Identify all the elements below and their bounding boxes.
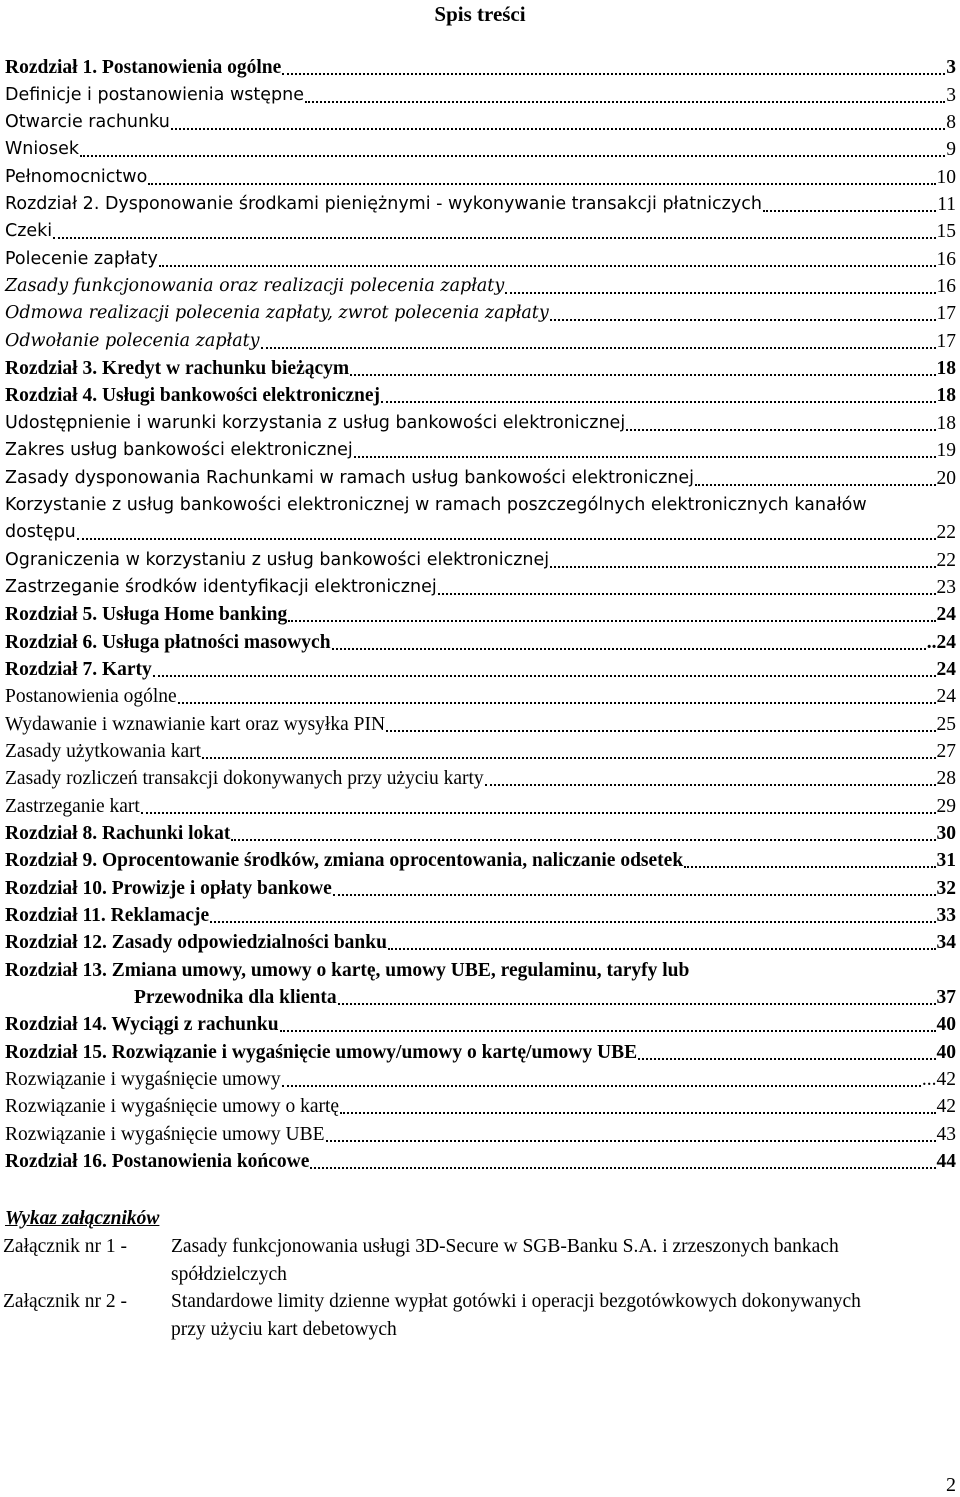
toc-leader-dots xyxy=(684,866,935,868)
toc-entry-title: Rozdział 6. Usługa płatności masowych xyxy=(5,631,331,653)
toc-page-number: 27 xyxy=(936,740,956,762)
toc-leader-dots xyxy=(141,812,936,814)
toc-page-number: 3 xyxy=(946,57,956,79)
toc-entry[interactable] xyxy=(0,546,956,573)
toc-entry[interactable] xyxy=(0,792,956,819)
toc-page-number: 28 xyxy=(936,768,956,790)
toc-leader-dots xyxy=(282,73,945,75)
toc-leader-dots xyxy=(695,484,936,486)
toc-page-number: 23 xyxy=(936,576,956,598)
toc-entry[interactable] xyxy=(0,929,956,956)
toc-leader-dots xyxy=(763,210,936,212)
toc-leader-dots xyxy=(153,675,936,677)
page-title: Spis treści xyxy=(434,2,526,26)
toc-entry[interactable] xyxy=(0,191,956,218)
toc-entry-title: Postanowienia ogólne xyxy=(5,686,177,708)
toc-entry-title: Zasady rozliczeń transakcji dokonywanych przy użyciu karty xyxy=(5,768,484,790)
toc-entry[interactable] xyxy=(0,1066,956,1093)
toc-entry-title: Przewodnika dla klienta xyxy=(134,987,337,1009)
toc-leader-dots xyxy=(231,839,935,841)
toc-entry-title: Rozdział 2. Dysponowanie środkami pieniężnymi - wykonywanie transakcji płatniczych xyxy=(5,194,762,215)
toc-leader-dots xyxy=(332,648,926,650)
toc-page-number: 40 xyxy=(936,1041,956,1063)
toc-entry-title: Wydawanie i wznawianie kart oraz wysyłka PIN xyxy=(5,713,386,735)
toc-entry[interactable] xyxy=(0,163,956,190)
toc-entry-title: Rozdział 7. Karty xyxy=(5,658,152,680)
toc-page-number: 24 xyxy=(936,686,956,708)
toc-page-number: 24 xyxy=(936,604,956,626)
toc-entry-title: Zakres usług bankowości elektronicznej xyxy=(5,440,353,461)
toc-page-number: 18 xyxy=(936,385,956,407)
toc-entry-title: Zasady dysponowania Rachunkami w ramach usług bankowości elektronicznej xyxy=(5,467,694,488)
toc-entry[interactable] xyxy=(0,984,956,1011)
toc-page-number: 11 xyxy=(937,194,956,216)
toc-entry-title: Rozdział 8. Rachunki lokat xyxy=(5,822,231,844)
toc-leader-dots xyxy=(171,128,945,130)
toc-entry[interactable] xyxy=(0,136,956,163)
toc-entry[interactable] xyxy=(0,683,956,710)
toc-page-number: 18 xyxy=(936,412,956,434)
toc-entry-title: Odmowa realizacji polecenia zapłaty, zwrot polecenia zapłaty xyxy=(5,303,549,324)
toc-entry-title: Zastrzeganie kart xyxy=(5,795,140,817)
toc-leader-dots xyxy=(386,730,935,732)
toc-leader-dots xyxy=(354,456,936,458)
toc-entry-title: Zastrzeganie środków identyfikacji elektronicznej xyxy=(5,576,437,597)
toc-entry-title: Rozdział 15. Rozwiązanie i wygaśnięcie umowy/umowy o kartę/umowy UBE xyxy=(5,1041,638,1063)
toc-page-number: 22 xyxy=(936,522,956,544)
toc-entry-title: Rozwiązanie i wygaśnięcie umowy UBE xyxy=(5,1123,325,1145)
toc-page-number: 16 xyxy=(936,276,956,298)
toc-entry[interactable] xyxy=(0,245,956,272)
toc-entry[interactable] xyxy=(0,409,956,436)
toc-entry[interactable] xyxy=(0,492,956,519)
toc-entry-title: Rozdział 4. Usługi bankowości elektronicznej xyxy=(5,385,381,407)
toc-page-number: 19 xyxy=(936,440,956,462)
toc-page-number: 30 xyxy=(936,822,956,844)
toc-leader-dots xyxy=(550,319,936,321)
toc-leader-dots xyxy=(550,566,935,568)
toc-entry[interactable] xyxy=(0,1148,956,1175)
toc-page-number: 44 xyxy=(936,1151,956,1173)
toc-entry[interactable] xyxy=(0,902,956,929)
toc-page-number: 3 xyxy=(946,84,956,106)
toc-entry[interactable] xyxy=(0,765,956,792)
toc-page-number: ..24 xyxy=(926,631,956,653)
annex-label: Załącznik nr 1 - xyxy=(3,1236,127,1257)
annex-description: Zasady funkcjonowania usługi 3D-Secure w SGB-Banku S.A. i zrzeszonych bankach spółdzielczych xyxy=(171,1236,839,1285)
toc-entry-title: dostępu xyxy=(5,522,76,543)
toc-page-number: 25 xyxy=(936,713,956,735)
toc-entry[interactable] xyxy=(0,273,956,300)
toc-entry-title: Polecenie zapłaty xyxy=(5,248,158,269)
toc-entry-title: Rozdział 13. Zmiana umowy, umowy o kartę, umowy UBE, regulaminu, taryfy lub xyxy=(5,959,690,981)
toc-entry-title: Zasady użytkowania kart xyxy=(5,740,202,762)
toc-leader-dots xyxy=(159,265,936,267)
toc-entry[interactable] xyxy=(0,327,956,354)
toc-entry-title: Rozdział 12. Zasady odpowiedzialności banku xyxy=(5,932,387,954)
toc-page-number: 42 xyxy=(936,1096,956,1118)
toc-entry[interactable] xyxy=(0,628,956,655)
toc-leader-dots xyxy=(148,183,935,185)
toc-entry[interactable] xyxy=(0,847,956,874)
toc-entry-title: Rozwiązanie i wygaśnięcie umowy o kartę xyxy=(5,1096,340,1118)
toc-leader-dots xyxy=(388,948,936,950)
toc-leader-dots xyxy=(340,1112,935,1114)
toc-leader-dots xyxy=(280,1030,936,1032)
toc-page-number: 9 xyxy=(946,139,956,161)
toc-page-number: ...42 xyxy=(921,1069,956,1091)
toc-page-number: 22 xyxy=(936,549,956,571)
toc-entry[interactable] xyxy=(0,81,956,108)
toc-leader-dots xyxy=(80,155,945,157)
toc-entry-title: Rozdział 3. Kredyt w rachunku bieżącym xyxy=(5,358,350,380)
toc-page-number: 34 xyxy=(936,932,956,954)
annex-heading: Wykaz załączników xyxy=(5,1208,160,1229)
toc-leader-dots xyxy=(438,593,936,595)
toc-leader-dots xyxy=(638,1058,935,1060)
toc-entry[interactable] xyxy=(0,574,956,601)
toc-entry-title: Wniosek xyxy=(5,139,79,160)
toc-page-number: 10 xyxy=(936,166,956,188)
toc-entry-title: Rozdział 10. Prowizje i opłaty bankowe xyxy=(5,877,332,899)
toc-entry-title: Rozdział 1. Postanowienia ogólne xyxy=(5,57,282,79)
toc-entry-title: Ograniczenia w korzystaniu z usług bankowości elektronicznej xyxy=(5,549,550,570)
toc-entry[interactable] xyxy=(0,1120,956,1147)
toc-page-number: 40 xyxy=(936,1014,956,1036)
toc-leader-dots xyxy=(338,1003,936,1005)
toc-leader-dots xyxy=(626,429,935,431)
toc-entry[interactable] xyxy=(0,656,956,683)
toc-entry[interactable] xyxy=(0,710,956,737)
annex-list xyxy=(0,1205,956,1343)
toc-entry-title: Rozdział 16. Postanowienia końcowe xyxy=(5,1151,310,1173)
toc-leader-dots xyxy=(333,894,936,896)
toc-page-number: 17 xyxy=(936,303,956,325)
toc-entry-title: Odwołanie polecenia zapłaty xyxy=(5,330,260,351)
toc-entry-title: Otwarcie rachunku xyxy=(5,112,170,133)
annex-label: Załącznik nr 2 - xyxy=(3,1291,127,1312)
toc-page-number: 32 xyxy=(936,877,956,899)
toc-leader-dots xyxy=(381,401,935,403)
toc-leader-dots xyxy=(505,292,935,294)
toc-entry[interactable] xyxy=(0,820,956,847)
toc-leader-dots xyxy=(261,347,936,349)
toc-entry[interactable] xyxy=(0,1093,956,1120)
table-of-contents xyxy=(0,54,956,1175)
toc-leader-dots xyxy=(53,237,935,239)
toc-page-number: 33 xyxy=(936,905,956,926)
toc-page-number: 29 xyxy=(936,795,956,817)
toc-leader-dots xyxy=(282,1085,921,1087)
toc-leader-dots xyxy=(77,538,936,540)
toc-page-number: 17 xyxy=(936,330,956,352)
toc-entry[interactable] xyxy=(0,54,956,81)
toc-page-number: 31 xyxy=(936,850,956,872)
toc-entry[interactable] xyxy=(0,109,956,136)
annex-item xyxy=(0,1288,956,1343)
toc-entry[interactable] xyxy=(0,218,956,245)
toc-page-number: 37 xyxy=(936,987,956,1009)
toc-entry-title: Definicje i postanowienia wstępne xyxy=(5,84,304,105)
annex-description: Standardowe limity dzienne wypłat gotówki i operacji bezgotówkowych dokonywanych przy użyciu kart debetowych xyxy=(171,1291,861,1340)
toc-leader-dots xyxy=(210,921,935,923)
toc-entry[interactable] xyxy=(0,1038,956,1065)
toc-entry-title: Udostępnienie i warunki korzystania z usług bankowości elektronicznej xyxy=(5,412,626,433)
toc-page-number: 20 xyxy=(936,467,956,489)
toc-page-number: 8 xyxy=(946,112,956,134)
toc-page-number: 15 xyxy=(936,221,956,243)
toc-entry-title: Czeki xyxy=(5,221,53,242)
toc-leader-dots xyxy=(202,757,935,759)
toc-leader-dots xyxy=(485,784,936,786)
toc-leader-dots xyxy=(178,702,936,704)
toc-page-number: 24 xyxy=(936,658,956,680)
toc-entry[interactable] xyxy=(0,738,956,765)
toc-entry-title: Rozdział 14. Wyciągi z rachunku xyxy=(5,1014,279,1036)
page-number: 2 xyxy=(946,1474,956,1496)
toc-page-number: 43 xyxy=(936,1123,956,1145)
toc-entry[interactable] xyxy=(0,874,956,901)
toc-entry-title: Rozwiązanie i wygaśnięcie umowy xyxy=(5,1069,281,1091)
toc-entry[interactable] xyxy=(0,464,956,491)
toc-entry-title: Rozdział 9. Oprocentowanie środków, zmiana oprocentowania, naliczanie odsetek xyxy=(5,850,684,872)
toc-entry-title: Pełnomocnictwo xyxy=(5,166,148,187)
toc-entry[interactable] xyxy=(0,355,956,382)
toc-entry[interactable] xyxy=(0,437,956,464)
toc-leader-dots xyxy=(350,374,935,376)
annex-item xyxy=(0,1233,956,1288)
toc-entry[interactable] xyxy=(0,300,956,327)
toc-entry[interactable] xyxy=(0,519,956,546)
toc-entry-title: Korzystanie z usług bankowości elektronicznej w ramach poszczególnych elektronicznych kanałów xyxy=(5,494,867,515)
toc-entry[interactable] xyxy=(0,601,956,628)
toc-page-number: 18 xyxy=(936,358,956,380)
toc-entry-title: Rozdział 11. Reklamacje xyxy=(5,905,210,926)
toc-entry-title: Rozdział 5. Usługa Home banking xyxy=(5,604,288,626)
toc-entry-title: Zasady funkcjonowania oraz realizacji polecenia zapłaty xyxy=(5,276,505,297)
toc-leader-dots xyxy=(288,620,935,622)
toc-page-number: 16 xyxy=(936,248,956,270)
toc-leader-dots xyxy=(310,1167,935,1169)
toc-entry[interactable] xyxy=(0,382,956,409)
toc-leader-dots xyxy=(305,101,945,103)
toc-leader-dots xyxy=(326,1140,936,1142)
toc-entry[interactable] xyxy=(0,1011,956,1038)
toc-entry[interactable] xyxy=(0,956,956,983)
